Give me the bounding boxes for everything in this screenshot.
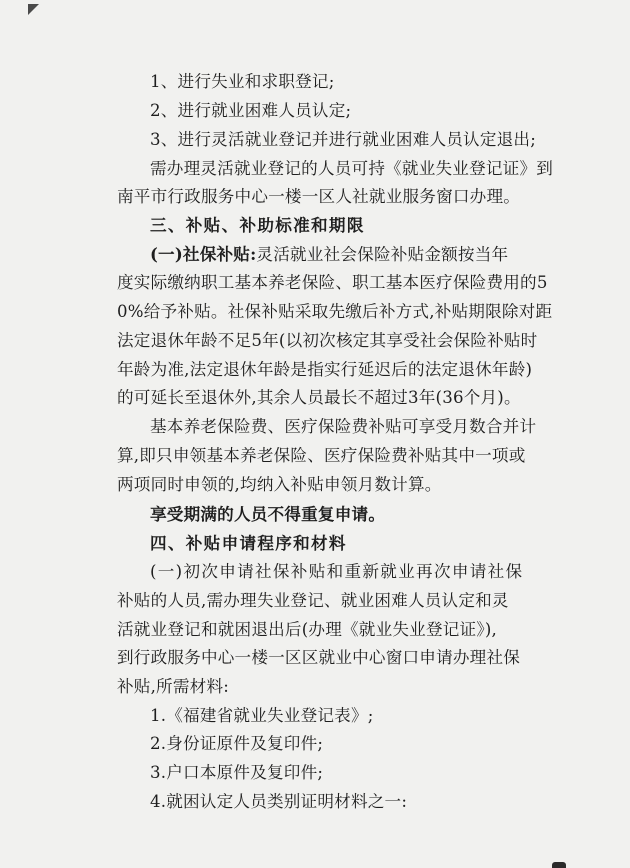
paragraph-line: 0%给予补贴。社保补贴采取先缴后补方式,补贴期限除对距 (117, 302, 553, 321)
paragraph-line: 南平市行政服务中心一楼一区人社就业服务窗口办理。 (117, 187, 521, 206)
paragraph-line: 补贴,所需材料: (117, 677, 230, 696)
list-item: 1、进行失业和求职登记; (150, 72, 335, 91)
list-item: 4.就困认定人员类别证明材料之一: (150, 792, 408, 811)
list-item: 2.身份证原件及复印件; (150, 734, 324, 753)
paragraph-line: 算,即只申领基本养老保险、医疗保险费补贴其中一项或 (117, 446, 526, 465)
paragraph-line: 年龄为准,法定退休年龄是指实行延迟后的法定退休年龄) (117, 360, 533, 379)
corner-fold-mark (28, 4, 39, 15)
list-item: 2、进行就业困难人员认定; (150, 101, 352, 120)
paragraph-line (150, 242, 508, 267)
list-item: 3、进行灵活就业登记并进行就业困难人员认定退出; (150, 130, 537, 149)
paragraph-text: 灵活就业社会保险补贴金额按当年 (256, 245, 509, 264)
paragraph-line: 的可延长至退休外,其余人员最长不超过3年(36个月)。 (117, 388, 521, 407)
paragraph-line: 活就业登记和就困退出后(办理《就业失业登记证》), (117, 620, 497, 639)
emphasis-line: 享受期满的人员不得重复申请。 (150, 504, 386, 524)
paragraph-line: 法定退休年龄不足5年(以初次核定其享受社会保险补贴时 (117, 331, 538, 350)
paragraph-line: 基本养老保险费、医疗保险费补贴可享受月数合并计 (150, 417, 537, 436)
list-item: 1.《福建省就业失业登记表》; (150, 706, 374, 725)
paragraph-line: 需办理灵活就业登记的人员可持《就业失业登记证》到 (150, 159, 554, 178)
paragraph-line: 到行政服务中心一楼一区区就业中心窗口申请办理社保 (117, 648, 521, 667)
list-item: 3.户口本原件及复印件; (150, 763, 324, 782)
subsection-heading: (一)社保补贴: (150, 244, 257, 264)
paragraph-line: 补贴的人员,需办理失业登记、就业困难人员认定和灵 (117, 591, 509, 610)
section-heading: 四、补贴申请程序和材料 (150, 533, 347, 553)
paragraph-line: (一)初次申请社保补贴和重新就业再次申请社保 (150, 562, 524, 581)
section-heading: 三、补贴、补助标准和期限 (150, 215, 365, 235)
paragraph-line: 度实际缴纳职工基本养老保险、职工基本医疗保险费用的5 (117, 273, 548, 292)
page-edge-mark (552, 862, 566, 868)
paragraph-line: 两项同时申领的,均纳入补贴申领月数计算。 (117, 475, 442, 494)
